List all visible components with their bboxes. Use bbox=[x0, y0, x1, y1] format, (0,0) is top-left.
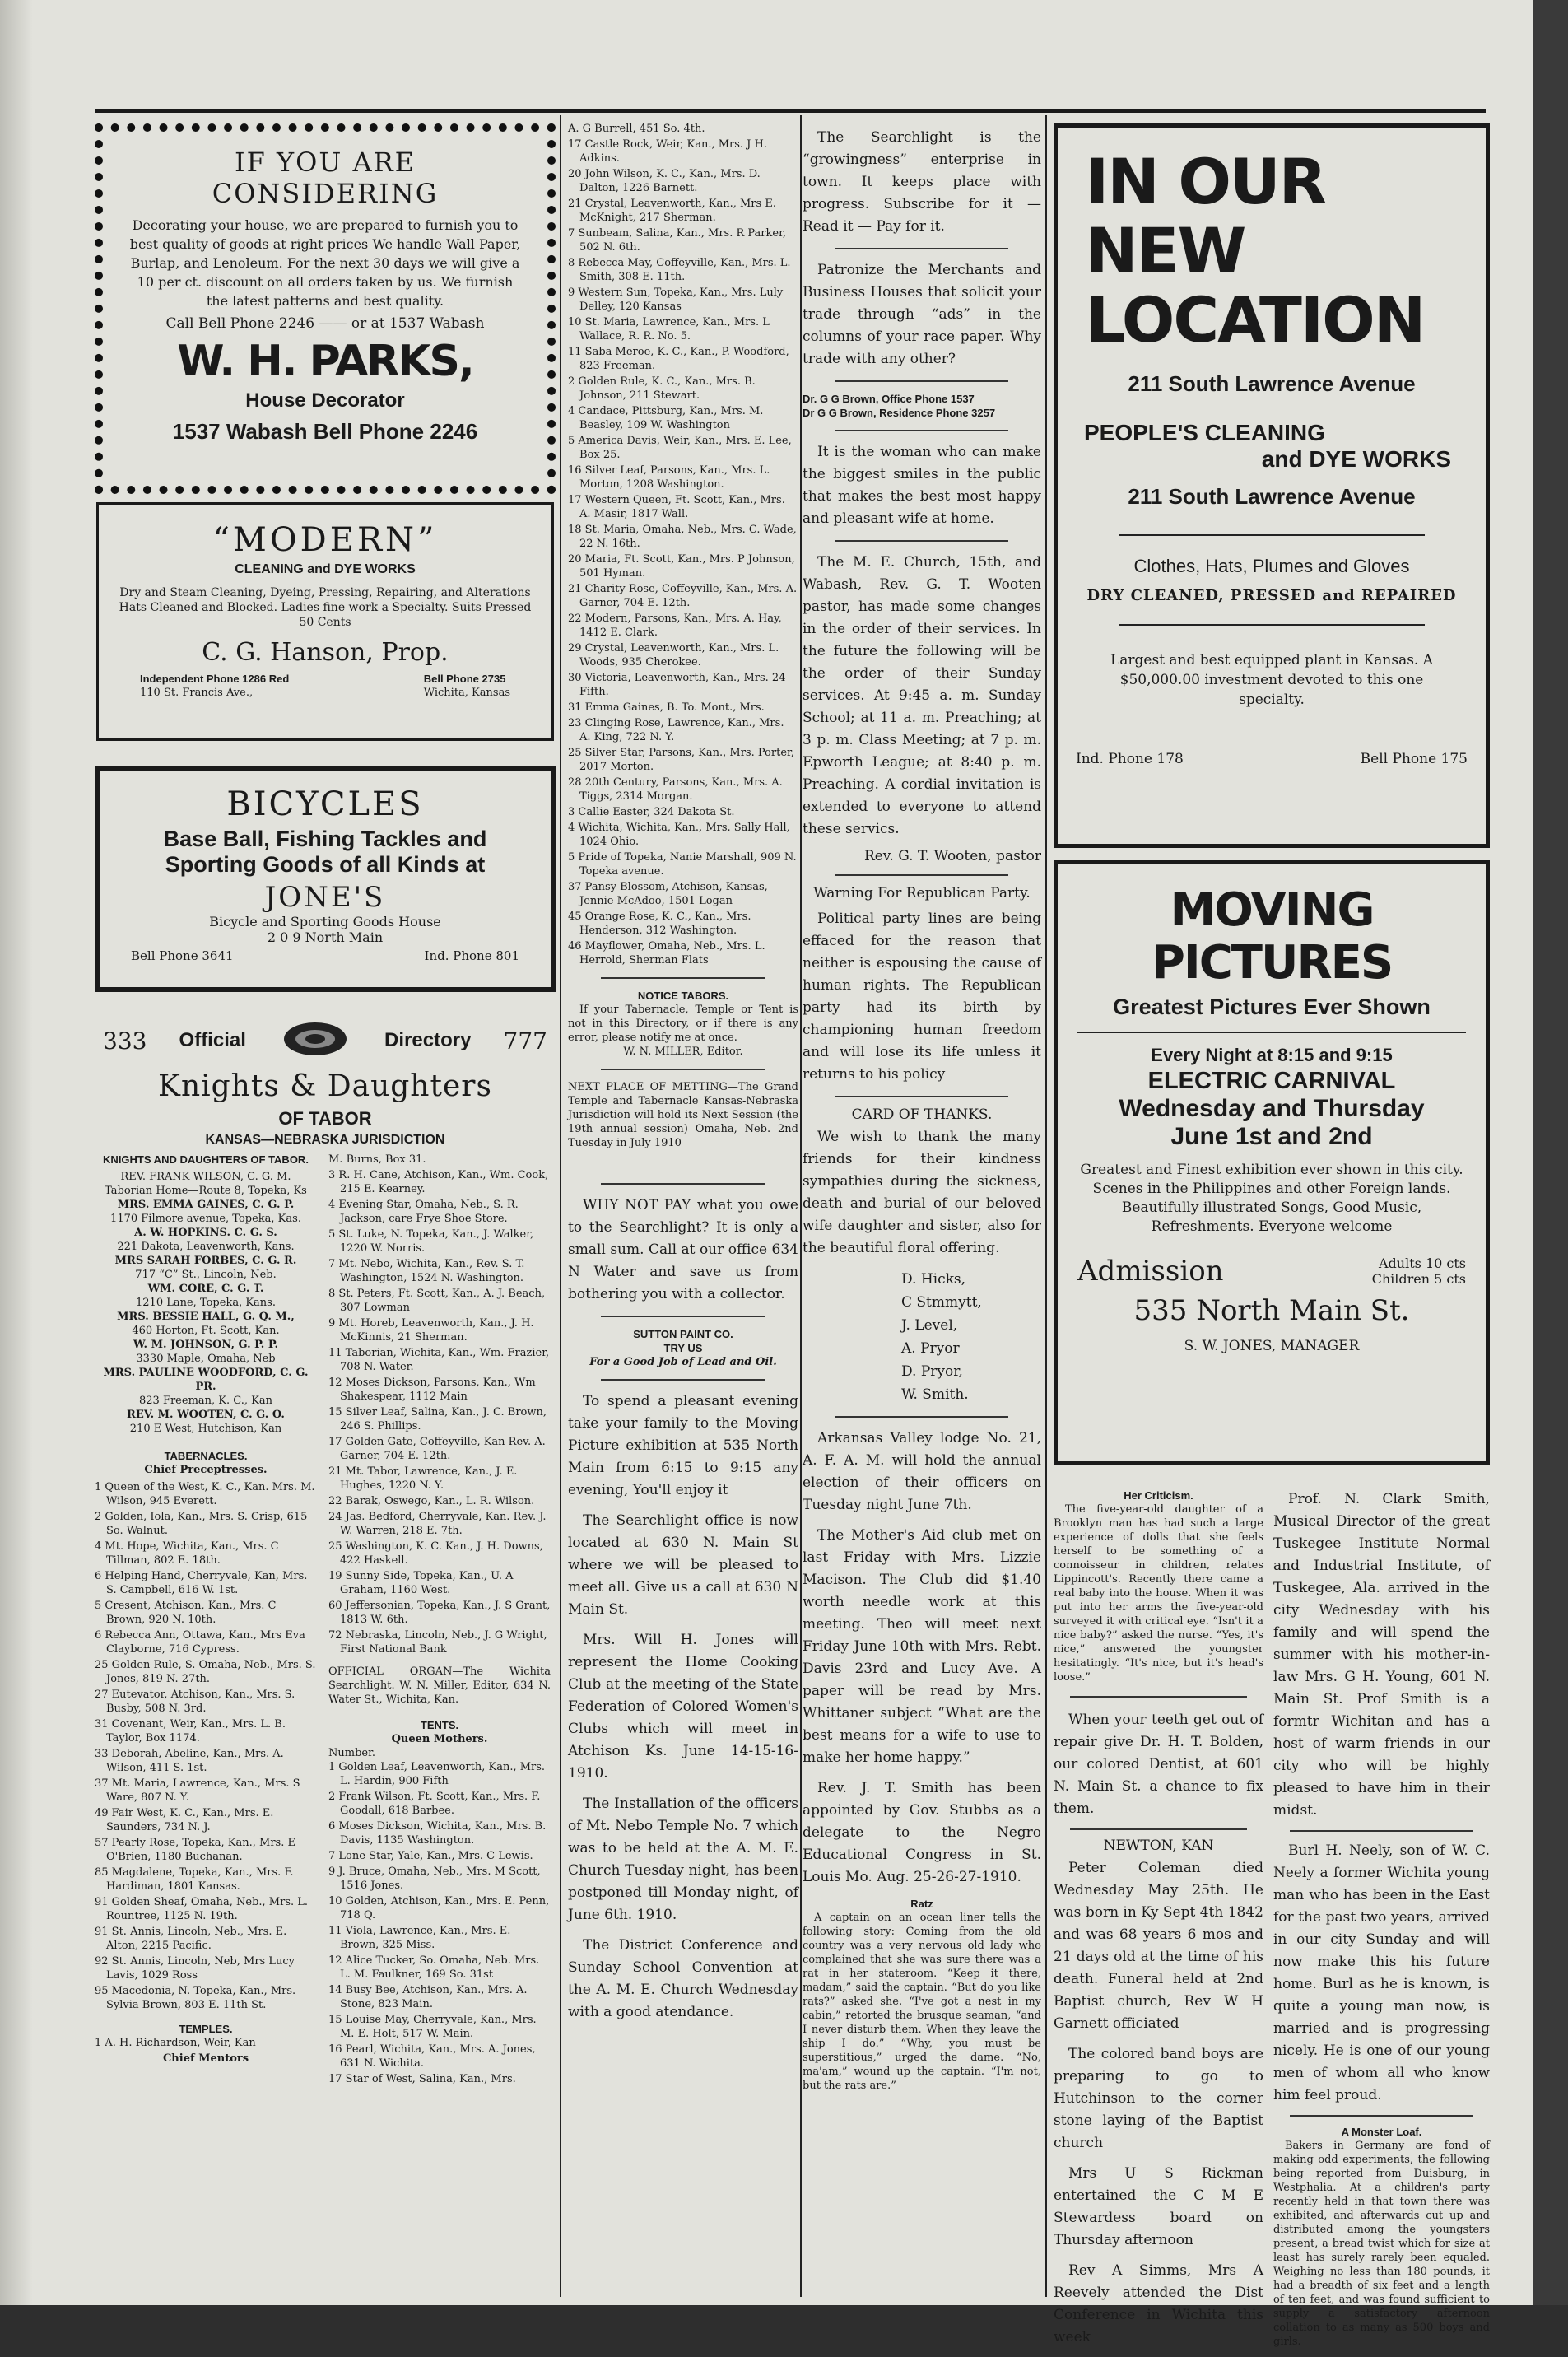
dentist-note: When your teeth get out of repair give Dr. H. T. Bolden, our colored Dentist, at 601 N. Main St. a chance to fix them. bbox=[1054, 1712, 1263, 1817]
list-item: 1170 Filmore avenue, Topeka, Kas. bbox=[110, 1213, 301, 1225]
directory-num-right: 777 bbox=[503, 1027, 547, 1055]
list-item: 91 St. Annis, Lincoln, Neb., Mrs. E. Alton, 2215 Pacific. bbox=[95, 1926, 287, 1952]
ad-bicycles-sub: Bicycle and Sporting Goods House bbox=[209, 914, 441, 929]
directory-columns bbox=[95, 1153, 556, 2088]
page-left-margin bbox=[0, 0, 33, 2305]
column-3 bbox=[803, 115, 1041, 2301]
divider bbox=[835, 380, 1008, 382]
neely-note: Burl H. Neely, son of W. C. Neely a former Wichita young man who has been in the East for the past two years, arrived in our city Sunday and will now make this his future home. Burl as he is known, is quite a young man now, is married and is progressing nicely. He is one of our young men of whom all who know him feel proud. bbox=[1273, 1842, 1490, 2103]
column-rule bbox=[800, 115, 802, 2297]
list-item: 31 Covenant, Weir, Kan., Mrs. L. B. Taylor, Box 1174. bbox=[95, 1718, 286, 1744]
pictures-days: Wednesday and Thursday bbox=[1119, 1095, 1425, 1122]
ad-parks-phone: Call Bell Phone 2246 —— or at 1537 Wabash bbox=[165, 315, 485, 332]
ad-bicycles-phones bbox=[114, 945, 536, 964]
list-item: 221 Dakota, Leavenworth, Kans. bbox=[117, 1241, 295, 1253]
loaf-head: A Monster Loaf. bbox=[1341, 2126, 1422, 2138]
list-item: 20 Maria, Ft. Scott, Kan., Mrs. P Johnson, 501 Hyman. bbox=[568, 553, 795, 580]
directory bbox=[95, 1017, 556, 2088]
ad-parks-body: Decorating your house, we are prepared to furnish you to best quality of goods at right prices We handle Wall Paper, Burlap, and Lenoleum. For the next 30 days we will give a 10 per ct. discount on all orders taken by us. We furnish the latest patterns and best quality. bbox=[129, 217, 521, 309]
directory-of-tabor: OF TABOR bbox=[278, 1108, 372, 1129]
pictures-dates: June 1st and 2nd bbox=[1170, 1123, 1373, 1150]
list-item: 17 Star of West, Salina, Kan., Mrs. bbox=[328, 2073, 516, 2085]
divider bbox=[835, 1096, 1008, 1097]
list-item: REV. FRANK WILSON, C. G. M. bbox=[120, 1171, 291, 1183]
notice-head: NOTICE TABORS. bbox=[637, 990, 729, 1002]
list-item: MRS. BESSIE HALL, G. Q. M., bbox=[117, 1311, 295, 1323]
list-item: 17 Castle Rock, Weir, Kan., Mrs. J H. Adkins. bbox=[568, 138, 767, 165]
me-church: The M. E. Church, 15th, and Wabash, Rev. G. T. Wooten pastor, has made some changes in the order of their services. In the future the following will be the order of their Sunday services. At 9:45 a. m. Sunday School; at 11 a. m. Preaching; at 3 p. m. Class Meeting; at 7 p. m. Epworth League; at 8:40 p. m. Preaching. A cordial invitation is extended to everyone to attend these servics. bbox=[803, 554, 1041, 837]
list-item: W. M. JOHNSON, G. P. P. bbox=[133, 1339, 279, 1351]
list-item: 20 John Wilson, K. C., Kan., Mrs. D. Dalton, 1226 Barnett. bbox=[568, 168, 761, 194]
list-item: 5 St. Luke, N. Topeka, Kan., J. Walker, 1220 W. Norris. bbox=[328, 1228, 534, 1255]
column-4-left bbox=[1054, 1482, 1263, 2357]
emblem-icon bbox=[278, 1017, 352, 1064]
ad-modern-sub: CLEANING and DYE WORKS bbox=[235, 562, 416, 576]
tents-list bbox=[328, 1760, 551, 2086]
divider bbox=[601, 1069, 765, 1070]
list-item: 25 Silver Star, Parsons, Kan., Mrs. Porter, 2017 Morton. bbox=[568, 747, 794, 773]
list-item: WM. CORE, C. G. T. bbox=[147, 1283, 264, 1295]
list-item: A. W. HOPKINS. C. G. S. bbox=[134, 1227, 277, 1239]
notice-body: If your Tabernacle, Temple or Tent is not in this Directory, or if there is any error, please notify me at once. bbox=[568, 1004, 798, 1044]
list-item: 21 Crystal, Leavenworth, Kan., Mrs E. McKnight, 217 Sherman. bbox=[568, 198, 776, 224]
ad-bicycles-name: JONE'S bbox=[264, 881, 386, 914]
ad-bicycles-line1: Base Ball, Fishing Tackles and bbox=[163, 827, 487, 851]
ratz-head: Ratz bbox=[910, 1898, 933, 1910]
location-phones bbox=[1076, 751, 1468, 767]
warning-body: Political party lines are being effaced for the reason that neither is espousing the cause of human rights. The Republican party had its birth by championing human freedom and will lose its life unless it returns to his policy bbox=[803, 911, 1041, 1083]
column-4 bbox=[1054, 115, 1490, 2348]
newton-band: The colored band boys are preparing to go to Hutchinson to the corner stone laying of the Baptist church bbox=[1054, 2046, 1263, 2151]
directory-knights-head: KNIGHTS AND DAUGHTERS OF TABOR. bbox=[103, 1153, 309, 1166]
ad-modern-contact bbox=[115, 672, 535, 700]
divider bbox=[1070, 1828, 1247, 1830]
temples-list bbox=[328, 1153, 551, 1656]
criticism-body: The five-year-old daughter of a Brooklyn man has had such a large experience of dolls that she feels herself to be something of a connoisseur in children, relates Lippincott's. Recently there came a real baby into the house. When it was put into her arms the five-year-old surveyed it with critical eye. “Isn't it a nice baby?” asked the nurse. “Yes, it's nice,” answered the youngster hesitatingly. “It's nice, but it's head's loose.” bbox=[1054, 1503, 1263, 1684]
column-4-text bbox=[1054, 1482, 1490, 2357]
list-item: 4 Wichita, Wichita, Kan., Mrs. Sally Hall, 1024 Ohio. bbox=[568, 822, 790, 848]
list-item: 15 Louise May, Cherryvale, Kan., Mrs. M. E. Holt, 517 W. Main. bbox=[328, 2014, 537, 2040]
list-item: 21 Charity Rose, Coffeyville, Kan., Mrs. A. Garner, 704 E. 12th. bbox=[568, 583, 798, 609]
list-item: 85 Magdalene, Topeka, Kan., Mrs. F. Hardiman, 1801 Kansas. bbox=[95, 1866, 294, 1893]
list-item: 25 Washington, K. C. Kan., J. H. Downs, 422 Haskell. bbox=[328, 1540, 543, 1567]
list-item: D. Pryor, bbox=[901, 1363, 963, 1380]
list-item: 49 Fair West, K. C., Kan., Mrs. E. Saunders, 734 N. J. bbox=[95, 1807, 274, 1833]
lodge-election: Arkansas Valley lodge No. 21, A. F. A. M. will hold the annual election of their officers on Tuesday night June 7th. bbox=[803, 1430, 1041, 1513]
pictures-manager: S. W. JONES, MANAGER bbox=[1184, 1338, 1360, 1354]
divider bbox=[601, 1183, 765, 1185]
sutton-1: SUTTON PAINT CO. bbox=[633, 1328, 733, 1340]
ad-modern-phone-ind: Independent Phone 1286 Red bbox=[140, 673, 290, 685]
location-bell-phone: Bell Phone 175 bbox=[1360, 751, 1468, 767]
divider bbox=[601, 1316, 765, 1317]
list-item: 9 Western Sun, Topeka, Kan., Mrs. Luly Delley, 120 Kansas bbox=[568, 286, 784, 313]
criticism-head: Her Criticism. bbox=[1124, 1489, 1193, 1502]
list-item: 9 Mt. Horeb, Leavenworth, Kan., J. H. McKinnis, 21 Sherman. bbox=[328, 1317, 534, 1344]
list-item: 29 Crystal, Leavenworth, Kan., Mrs. L. Woods, 935 Cherokee. bbox=[568, 642, 779, 668]
tabernacles-list bbox=[95, 1480, 317, 2012]
directory-right bbox=[328, 1153, 551, 2088]
list-item: MRS SARAH FORBES, C. G. R. bbox=[114, 1255, 297, 1267]
ad-bicycles-line2: Sporting Goods of all Kinds at bbox=[165, 852, 486, 877]
dr-brown-office: Dr. G G Brown, Office Phone 1537 bbox=[803, 393, 975, 405]
pictures-children: Children 5 cts bbox=[1371, 1271, 1466, 1287]
rev-smith: Rev. J. T. Smith has been appointed by Gov. Stubbs as a delegate to the Negro Educational Congress in St. Louis Mo. Aug. 25-26-27-1910. bbox=[803, 1780, 1041, 1885]
pictures-adults: Adults 10 cts bbox=[1379, 1255, 1466, 1271]
list-item: REV. M. WOOTEN, C. G. O. bbox=[127, 1409, 285, 1421]
ad-bicycles bbox=[95, 766, 556, 992]
ad-modern-phone-bell: Bell Phone 2735 bbox=[423, 673, 506, 685]
tabernacles-head: TABERNACLES. bbox=[164, 1450, 248, 1462]
newton-head: NEWTON, KAN bbox=[1103, 1838, 1214, 1854]
dr-brown-residence: Dr G G Brown, Residence Phone 3257 bbox=[803, 407, 996, 419]
list-item: 5 America Davis, Weir, Kan., Mrs. E. Lee, Box 25. bbox=[568, 435, 792, 461]
patronize-note: Patronize the Merchants and Business Houses that solicit your trade through “ads” in the columns of your race paper. Why trade with any other? bbox=[803, 262, 1041, 367]
directory-jurisdiction: KANSAS—NEBRASKA JURISDICTION bbox=[205, 1133, 445, 1147]
divider bbox=[1077, 1032, 1466, 1033]
temples-head: TEMPLES. bbox=[179, 2023, 233, 2035]
ratz-body: A captain on an ocean liner tells the following story: Coming from the old country was a very nervous old lady who complained that she was sure there was a rat in her stateroom. “Keep it there, madam,” said the captain. “But do you like rats?” asked she. “I've got a nest in my cabin,” retorted the brusque seaman, “and I never disturb them. When they leave the ship I do.” “Why, you must be superstitious,” urged the dame. “No, ma'am,” wound up the captain. “I'm not, but the rats are.” bbox=[803, 1912, 1041, 2092]
list-item: 5 Cresent, Atchison, Kan., Mrs. C Brown, 920 N. 10th. bbox=[95, 1600, 277, 1626]
list-item: 11 Taborian, Wichita, Kan., Wm. Frazier, 708 N. Water. bbox=[328, 1347, 550, 1373]
list-item: W. Smith. bbox=[901, 1386, 969, 1403]
list-item: 27 Eutevator, Atchison, Kan., Mrs. S. Busby, 508 N. 3rd. bbox=[95, 1689, 295, 1715]
list-item: 2 Golden, Iola, Kan., Mrs. S. Crisp, 615 So. Walnut. bbox=[95, 1511, 308, 1537]
pictures-admission-label: Admission bbox=[1077, 1255, 1224, 1288]
location-addr1: 211 South Lawrence Avenue bbox=[1128, 371, 1416, 396]
list-item: 45 Orange Rose, K. C., Kan., Mrs. Henderson, 312 Washington. bbox=[568, 911, 751, 937]
list-item: 2 Golden Rule, K. C., Kan., Mrs. B. Johnson, 211 Stewart. bbox=[568, 375, 756, 402]
office-moved: The Searchlight office is now located at 630 N. Main St where we will be pleased to meet all. Give us a call at 630 N Main St. bbox=[568, 1512, 798, 1618]
location-line2: NEW LOCATION bbox=[1086, 214, 1425, 356]
divider bbox=[835, 874, 1008, 876]
thanks-body: We wish to thank the many friends for their kindness sympathies during the sickness, death and burial of our beloved wife daughter and sister, also for the beautiful floral offering. bbox=[803, 1129, 1041, 1256]
list-item: 4 Candace, Pittsburg, Kan., Mrs. M. Beasley, 109 W. Washington bbox=[568, 405, 764, 431]
pictures-carnival: ELECTRIC CARNIVAL bbox=[1147, 1068, 1396, 1094]
list-item: M. Burns, Box 31. bbox=[328, 1153, 426, 1166]
officers-list bbox=[95, 1170, 317, 1436]
ad-modern-prop: C. G. Hanson, Prop. bbox=[202, 638, 449, 667]
ad-modern-city: Wichita, Kansas bbox=[423, 687, 510, 699]
ad-bicycles-heading: BICYCLES bbox=[226, 785, 424, 823]
thanks-names bbox=[803, 1268, 1041, 1406]
list-item: 2 Frank Wilson, Ft. Scott, Kan., Mrs. F. Goodall, 618 Barbee. bbox=[328, 1791, 541, 1817]
list-item: 37 Mt. Maria, Lawrence, Kan., Mrs. S Ware, 807 N. Y. bbox=[95, 1777, 300, 1804]
list-item: 11 Saba Meroe, K. C., Kan., P. Woodford, 823 Freeman. bbox=[568, 346, 789, 372]
list-item: 31 Emma Gaines, B. To. Mont., Mrs. bbox=[568, 701, 765, 714]
list-item: 16 Silver Leaf, Parsons, Kan., Mrs. L. Morton, 1208 Washington. bbox=[568, 464, 770, 491]
list-item: 3 Callie Easter, 324 Dakota St. bbox=[568, 806, 735, 818]
list-item: 17 Western Queen, Ft. Scott, Kan., Mrs. A. Masir, 1817 Wall. bbox=[568, 494, 785, 520]
list-item: 823 Freeman, K. C., Kan bbox=[139, 1395, 272, 1407]
location-largest: Largest and best equipped plant in Kansas. A $50,000.00 investment devoted to this one specialty. bbox=[1110, 652, 1434, 708]
ad-bicycles-address: 2 0 9 North Main bbox=[267, 929, 384, 945]
directory-directory-word: Directory bbox=[384, 1029, 472, 1051]
pictures-body: Greatest and Finest exhibition ever shown in this city. Scenes in the Philippines and other Foreign lands. Beautifully illustrated Songs, Good Music, Refreshments. Everyone welcome bbox=[1080, 1162, 1463, 1235]
list-item: MRS. PAULINE WOODFORD, C. G. PR. bbox=[103, 1367, 309, 1393]
ad-parks-role: House Decorator bbox=[245, 389, 405, 412]
location-addr2: 211 South Lawrence Avenue bbox=[1128, 484, 1416, 509]
column-2 bbox=[568, 115, 798, 2301]
directory-official: Official bbox=[179, 1029, 246, 1051]
pictures-every: Every Night at 8:15 and 9:15 bbox=[1151, 1045, 1393, 1065]
list-item: 460 Horton, Ft. Scott, Kan. bbox=[132, 1325, 280, 1337]
list-item: 9 J. Bruce, Omaha, Neb., Mrs. M Scott, 1516 Jones. bbox=[328, 1866, 541, 1892]
column-4-right bbox=[1273, 1482, 1490, 2357]
ad-parks bbox=[95, 123, 556, 494]
list-item: 1 Golden Leaf, Leavenworth, Kan., Mrs. L. Hardin, 900 Fifth bbox=[328, 1761, 546, 1787]
list-item: 19 Sunny Side, Topeka, Kan., U. A Graham, 1160 West. bbox=[328, 1570, 514, 1596]
list-item: 28 20th Century, Parsons, Kan., Mrs. A. Tiggs, 2314 Morgan. bbox=[568, 776, 783, 803]
list-item: 12 Moses Dickson, Parsons, Kan., Wm Shakespear, 1112 Main bbox=[328, 1376, 536, 1403]
mothers-aid: The Mother's Aid club met on last Friday with Mrs. Lizzie Macison. The Club did $1.40 worth needle work at this meeting. Theo will meet next Friday June 10th with Mrs. Rebt. Davis 23rd and Lucy Ave. A paper will be read by Mrs. Whittaner subject “What are the best means for a wife to use to make her home happy.” bbox=[803, 1527, 1041, 1766]
divider bbox=[1290, 1830, 1473, 1832]
tents-head: TENTS. bbox=[420, 1719, 459, 1731]
list-item: 16 Pearl, Wichita, Kan., Mrs. A. Jones, 631 N. Wichita. bbox=[328, 2043, 536, 2070]
searchlight-note: The Searchlight is the “growingness” enterprise in town. It keeps place with progress. Subscribe for it — Read it — Pay for it. bbox=[803, 129, 1041, 235]
list-item: 1210 Lane, Topeka, Kans. bbox=[136, 1297, 276, 1309]
list-item: 6 Rebecca Ann, Ottawa, Kan., Mrs Eva Clayborne, 716 Cypress. bbox=[95, 1629, 305, 1656]
list-item: 4 Evening Star, Omaha, Neb., S. R. Jackson, care Frye Shoe Store. bbox=[328, 1199, 519, 1225]
column-rule bbox=[560, 115, 561, 2297]
sutton-2: TRY US bbox=[663, 1342, 703, 1354]
list-item: 10 St. Maria, Lawrence, Kan., Mrs. L Wallace, R. R. No. 5. bbox=[568, 316, 770, 342]
list-item: 57 Pearly Rose, Topeka, Kan., Mrs. E O'Brien, 1180 Buchanan. bbox=[95, 1837, 295, 1863]
divider bbox=[835, 248, 1008, 249]
newton-simms: Rev A Simms, Mrs A Reevely attended the Dist Conference in Wichita this week bbox=[1054, 2262, 1263, 2345]
divider bbox=[1070, 1696, 1247, 1698]
list-item: C Stmmytt, bbox=[901, 1294, 982, 1311]
divider bbox=[1119, 534, 1425, 536]
list-item: 7 Sunbeam, Salina, Kan., Mrs. R Parker, 502 N. 6th. bbox=[568, 227, 787, 254]
list-item: 25 Golden Rule, S. Omaha, Neb., Mrs. S. Jones, 819 N. 27th. bbox=[95, 1659, 316, 1685]
list-item: Taborian Home—Route 8, Topeka, Ks bbox=[105, 1185, 307, 1197]
list-item: J. Level, bbox=[901, 1317, 958, 1334]
divider bbox=[835, 1416, 1008, 1418]
ad-modern-body: Dry and Steam Cleaning, Dyeing, Pressing, Repairing, and Alterations Hats Cleaned and Blocked. Ladies fine work a Specialty. Suits Pressed 50 Cents bbox=[119, 586, 532, 629]
newton-rickman: Mrs U S Rickman entertained the C M E Stewardess board on Thursday afternoon bbox=[1054, 2165, 1263, 2248]
notice-sign: W. N. MILLER, Editor. bbox=[623, 1046, 743, 1058]
installation: The Installation of the officers of Mt. Nebo Temple No. 7 which was to be held at the A. M. E. Church Tuesday night, has been postponed till Monday night, of June 6th. 1910. bbox=[568, 1796, 798, 1923]
why-pay: WHY NOT PAY what you owe to the Searchlight? It is only a small sum. Call at our office 634 N Water and save us from bothering you with a collector. bbox=[568, 1197, 798, 1302]
divider bbox=[835, 430, 1008, 431]
list-item: 60 Jeffersonian, Topeka, Kan., J. S Grant, 1813 W. 6th. bbox=[328, 1600, 551, 1626]
list-item: 5 Pride of Topeka, Nanie Marshall, 909 N. Topeka avenue. bbox=[568, 851, 797, 878]
list-item: 72 Nebraska, Lincoln, Neb., J. G Wright, First National Bank bbox=[328, 1629, 547, 1656]
list-item: 717 “C” St., Lincoln, Neb. bbox=[135, 1269, 277, 1281]
list-item: 1 Queen of the West, K. C., Kan. Mrs. M. Wilson, 945 Everett. bbox=[95, 1481, 315, 1507]
ad-modern-heading: “MODERN” bbox=[212, 521, 438, 559]
divider bbox=[1290, 2115, 1473, 2117]
list-item: 17 Golden Gate, Coffeyville, Kan Rev. A. Garner, 704 E. 12th. bbox=[328, 1436, 546, 1462]
pictures-heading: MOVING PICTURES bbox=[1151, 883, 1393, 990]
ad-parks-name: W. H. PARKS, bbox=[177, 337, 473, 386]
ad-parks-heading: IF YOU ARE CONSIDERING bbox=[212, 147, 439, 209]
list-item: 11 Viola, Lawrence, Kan., Mrs. E. Brown, 325 Miss. bbox=[328, 1925, 511, 1951]
list-item: 22 Barak, Oswego, Kan., L. R. Wilson. bbox=[328, 1495, 535, 1507]
list-item: 210 E West, Hutchison, Kan bbox=[129, 1423, 282, 1435]
directory-num-left: 333 bbox=[103, 1027, 147, 1055]
pictures-sub: Greatest Pictures Ever Shown bbox=[1113, 995, 1431, 1019]
list-item: 3330 Maple, Omaha, Neb bbox=[136, 1353, 276, 1365]
divider bbox=[601, 977, 765, 979]
location-clothes: Clothes, Hats, Plumes and Gloves bbox=[1133, 556, 1410, 576]
ad-parks-address: 1537 Wabash Bell Phone 2246 bbox=[172, 419, 478, 444]
list-item: 37 Pansy Blossom, Atchison, Kansas, Jennie McAdoo, 1501 Logan bbox=[568, 881, 768, 907]
lodges-list bbox=[568, 115, 798, 967]
list-item: 7 Mt. Nebo, Wichita, Kan., Rev. S. T. Washington, 1524 N. Washington. bbox=[328, 1258, 525, 1284]
pictures-address: 535 North Main St. bbox=[1133, 1294, 1410, 1327]
ad-new-location bbox=[1054, 123, 1490, 848]
directory-header bbox=[95, 1017, 556, 1064]
list-item: 14 Busy Bee, Atchison, Kan., Mrs. A. Stone, 823 Main. bbox=[328, 1984, 528, 2010]
home-cooking: Mrs. Will H. Jones will represent the Home Cooking Club at the meeting of the State Federation of Colored Women's Clubs which will meet in Atchison Ks. June 14-15-16-1910. bbox=[568, 1632, 798, 1782]
list-item: 24 Jas. Bedford, Cherryvale, Kan. Rev. J. W. Warren, 218 E. 7th. bbox=[328, 1511, 547, 1537]
ad-modern bbox=[96, 502, 554, 741]
list-item: A. Pryor bbox=[901, 1340, 960, 1357]
list-item: 22 Modern, Parsons, Kan., Mrs. A. Hay, 1412 E. Clark. bbox=[568, 613, 782, 639]
divider bbox=[601, 1379, 765, 1381]
smith-note: Prof. N. Clark Smith, Musical Director of the great Tuskegee Institute Normal and Industrial Institute, of Tuskegee, Ala. arrived in the city Wednesday with his family and will spend the summer with his mother-in-law Mrs. G H. Young, 601 N. Main St. Prof Smith is a formtr Wichitan and has a host of warm friends in our city who will be highly pleased to have him in their midst. bbox=[1273, 1491, 1490, 1819]
list-item: 95 Macedonia, N. Topeka, Kan., Mrs. Sylvia Brown, 803 E. 11th St. bbox=[95, 1985, 296, 2011]
list-item: 7 Lone Star, Yale, Kan., Mrs. C Lewis. bbox=[328, 1850, 533, 1862]
page-right-edge bbox=[1533, 0, 1568, 2305]
list-item: 91 Golden Sheaf, Omaha, Neb., Mrs. L. Rountree, 1125 N. 19th. bbox=[95, 1896, 309, 1922]
list-item: 15 Silver Leaf, Salina, Kan., J. C. Brown, 246 S. Phillips. bbox=[328, 1406, 547, 1432]
list-item: 46 Mayflower, Omaha, Neb., Mrs. L. Herrold, Sherman Flats bbox=[568, 940, 765, 967]
me-church-sign: Rev. G. T. Wooten, pastor bbox=[863, 848, 1041, 864]
list-item: 21 Mt. Tabor, Lawrence, Kan., J. E. Hughes, 1220 N. Y. bbox=[328, 1465, 518, 1492]
ad-moving-pictures bbox=[1054, 860, 1490, 1465]
location-name2: and DYE WORKS bbox=[1261, 446, 1451, 472]
list-item: D. Hicks, bbox=[901, 1271, 966, 1288]
woman-smiles: It is the woman who can make the biggest smiles in the public that makes the best most happy and pleasant wife at home. bbox=[803, 444, 1041, 527]
list-item: 23 Clinging Rose, Lawrence, Kan., Mrs. A. King, 722 N. Y. bbox=[568, 717, 784, 743]
list-item: A. G Burrell, 451 So. 4th. bbox=[568, 123, 705, 135]
spend-evening: To spend a pleasant evening take your family to the Moving Picture exhibition at 535 North Main from 6:15 to 9:15 any evening, You'll enjoy it bbox=[568, 1393, 798, 1498]
chief-mentors: Chief Mentors bbox=[162, 2052, 249, 2065]
ad-modern-address: 110 St. Francis Ave., bbox=[140, 687, 254, 699]
list-item: 12 Alice Tucker, So. Omaha, Neb. Mrs. L. M. Faulkner, 169 So. 31st bbox=[328, 1954, 540, 1981]
list-item: 30 Victoria, Leavenworth, Kan., Mrs. 24 Fifth. bbox=[568, 672, 786, 698]
list-item: MRS. EMMA GAINES, C. G. P. bbox=[117, 1199, 295, 1211]
list-item: 1 A. H. Richardson, Weir, Kan bbox=[95, 2037, 256, 2049]
list-item: 92 St. Annis, Lincoln, Neb, Mrs Lucy Lavis, 1029 Ross bbox=[95, 1955, 295, 1982]
location-name1: PEOPLE'S CLEANING bbox=[1084, 420, 1325, 445]
list-item: 4 Mt. Hope, Wichita, Kan., Mrs. C Tillman, 802 E. 18th. bbox=[95, 1540, 279, 1567]
list-item: 18 St. Maria, Omaha, Neb., Mrs. C. Wade, 22 N. 16th. bbox=[568, 524, 797, 550]
list-item: 6 Moses Dickson, Wichita, Kan., Mrs. B. Davis, 1135 Washington. bbox=[328, 1820, 547, 1847]
top-rule bbox=[95, 109, 1486, 113]
column-1 bbox=[95, 115, 556, 2301]
official-organ: OFFICIAL ORGAN—The Wichita Searchlight. W. N. Miller, Editor, 634 N. Water St., Wichita, Kan. bbox=[328, 1665, 551, 1706]
location-ind-phone: Ind. Phone 178 bbox=[1076, 751, 1184, 767]
warning-head: Warning For Republican Party. bbox=[813, 885, 1031, 901]
location-cleaned: DRY CLEANED, PRESSED and REPAIRED bbox=[1086, 587, 1457, 604]
directory-title: Knights & Daughters bbox=[158, 1069, 492, 1103]
divider bbox=[1119, 624, 1425, 626]
divider bbox=[835, 540, 1008, 542]
list-item: 33 Deborah, Abeline, Kan., Mrs. A. Wilson, 411 S. 1st. bbox=[95, 1748, 284, 1774]
location-line1: IN OUR bbox=[1086, 145, 1326, 218]
next-place: NEXT PLACE OF METTING—The Grand Temple and Tabernacle Kansas-Nebraska Jurisdiction will hold its Next Session (the 19th annual session) Omaha, Neb. 2nd Tuesday in July 1910 bbox=[568, 1081, 798, 1149]
sutton-3: For a Good Job of Lead and Oil. bbox=[589, 1356, 777, 1368]
directory-left bbox=[95, 1153, 317, 2088]
tabernacles-sub: Chief Preceptresses. bbox=[144, 1464, 268, 1476]
ad-bicycles-phone-ind: Ind. Phone 801 bbox=[424, 948, 519, 963]
newton-coleman: Peter Coleman died Wednesday May 25th. He was born in Ky Sept 4th 1842 and was 68 years 6 mos and 21 days old at the time of his death. Funeral held at 2nd Baptist church, Rev W H Garnett officiated bbox=[1054, 1860, 1263, 2032]
tents-number: Number. bbox=[328, 1747, 376, 1759]
tents-sub: Queen Mothers. bbox=[391, 1733, 488, 1745]
list-item: 6 Helping Hand, Cherryvale, Kan, Mrs. S. Campbell, 616 W. 1st. bbox=[95, 1570, 308, 1596]
thanks-head: CARD OF THANKS. bbox=[851, 1106, 993, 1123]
district-conference: The District Conference and Sunday School Convention at the A. M. E. Church Wednesday with a good atendance. bbox=[568, 1937, 798, 2020]
loaf-body: Bakers in Germany are fond of making odd experiments, the following being reported from Duisburg, in Westphalia. At a children's party recently held in that town there was exhibited, and afterwards cut up and distributed among the youngsters present, a bread twist which for size at least has surely rarely been equaled. Weighing no less than 180 pounds, it had a breadth of six feet and a length of ten feet, and was found sufficient to supply a satisfactory afternoon collation to as many as 500 boys and girls. bbox=[1273, 2140, 1490, 2348]
column-rule bbox=[1045, 115, 1047, 2297]
list-item: 8 St. Peters, Ft. Scott, Kan., A. J. Beach, 307 Lowman bbox=[328, 1288, 546, 1314]
ad-bicycles-phone-bell: Bell Phone 3641 bbox=[131, 948, 234, 963]
list-item: 3 R. H. Cane, Atchison, Kan., Wm. Cook, 215 E. Kearney. bbox=[328, 1169, 549, 1195]
list-item: 10 Golden, Atchison, Kan., Mrs. E. Penn, 718 Q. bbox=[328, 1895, 550, 1921]
pictures-admission bbox=[1077, 1255, 1466, 1288]
list-item: 8 Rebecca May, Coffeyville, Kan., Mrs. L. Smith, 308 E. 11th. bbox=[568, 257, 791, 283]
